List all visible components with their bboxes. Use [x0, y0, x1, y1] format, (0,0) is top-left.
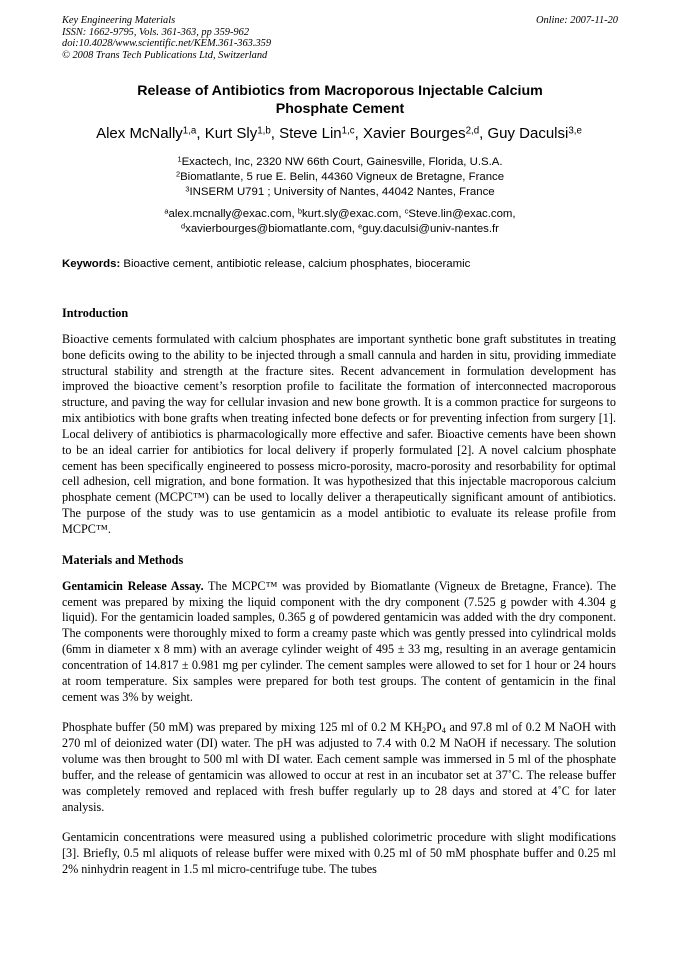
online-date: Online: 2007-11-20	[535, 15, 618, 26]
affiliation-text: Exactech, Inc, 2320 NW 66th Court, Gainesville, Florida, U.S.A.	[181, 156, 503, 168]
gentamicin-assay-text: The MCPC™ was provided by Biomatlante (Vigneux de Bretagne, France). The cement was prepared by mixing the liquid component with the dry component (7.525 g powder with 4.304 g liquid). For the gentamicin loaded samples, 0.365 g of powdered gentamicin was added with the dry component. The components were thoroughly mixed to form a creamy paste which was gently pressed into cylindrical molds (6mm in diameter x 8 mm) with an average cylinder weight of 495 ± 33 mg, resulting in an average gentamicin concentration of 14.817 ± 0.981 mg per cylinder. The cement samples were allowed to set for 1 hour or 24 hours at room temperature. Six samples were prepared for both test groups. The content of gentamicin in the final cement was 3% by weight.	[62, 578, 617, 704]
author-affiliation-mark: 1,a	[182, 125, 197, 137]
affiliation-number: 1	[177, 154, 182, 164]
affiliation-number: 3	[185, 184, 190, 194]
affiliation	[62, 170, 618, 185]
author-affiliation-mark: 3,e	[568, 125, 582, 137]
email-address: guy.daculsi@univ-nantes.fr	[362, 222, 499, 235]
copyright-line: © 2008 Trans Tech Publications Ltd, Switzerland	[62, 49, 268, 61]
introduction-heading: Introduction	[62, 306, 129, 320]
issn-line: ISSN: 1662-9795, Vols. 361-363, pp 359-962	[62, 26, 250, 38]
author-separator: ,	[479, 125, 488, 142]
author	[279, 125, 363, 142]
paper-title	[62, 82, 618, 118]
keywords-label: Keywords:	[62, 258, 121, 270]
concentration-paragraph: Gentamicin concentrations were measured using a published colorimetric procedure with slight modifications [3]. Briefly, 0.5 ml aliquots of release buffer were mixed with 0.25 ml of 50 mM phosphate buffer and 0.25 ml 2% ninhydrin reagent in 1.5 ml micro-centrifuge tube. The tubes	[62, 830, 616, 877]
introduction-paragraph: Bioactive cements formulated with calcium phosphates are important synthetic bone graft substitutes in treating bone deficits owing to the ability to be injected through a small cannula and harden in situ, providing immediate structural stability and strength at the fracture sites. Recent advancement in formulation development has improved the bioactive cement’s resorption profile to facilitate the formation of interconnected macroporous structure, and paving the way for cellular invasion and new bone growth. It is a common practice for surgeons to mix antibiotics with bone grafts when treating infected bone defects or for preventing infection from surgery [1]. Local delivery of antibiotics is pharmacologically more effective and safer. Bioactive cements have been shown to be an ideal carrier for antibiotics for local delivery if properly formulated [2]. A novel calcium phosphate cement has been specifically engineered to possess micro-porosity, macro-porosity and resorbability for optimal cell adhesion, cell migration, and bone formation. It was hypothesized that this injectable macroporous calcium phosphate cement (MCPC™) can be used to locally deliver a therapeutically significant amount of antibiotics. The purpose of the study was to use gentamicin as a model antibiotic to evaluate its release profile from MCPC™.	[62, 331, 616, 536]
paper-body	[62, 306, 616, 878]
journal-name: Key Engineering Materials	[62, 15, 176, 26]
buffer-text-start: Phosphate buffer (50 mM) was prepared by mixing 125 ml of 0.2 M KH	[62, 720, 423, 735]
email-address: kurt.sly@exac.com,	[301, 208, 405, 220]
email-address: alex.mcnally@exac.com,	[168, 208, 298, 220]
author-name: Xavier Bourges	[363, 125, 466, 142]
author-separator: ,	[270, 125, 280, 142]
author	[205, 125, 279, 142]
author-separator: ,	[196, 125, 205, 142]
author-list	[40, 124, 638, 144]
subscript: 4	[441, 726, 446, 736]
methods-heading: Materials and Methods	[62, 552, 184, 567]
title-line-2: Phosphate Cement	[275, 101, 405, 117]
author-affiliation-mark: 1,b	[257, 125, 271, 137]
doi-line: doi:10.4028/www.scientific.net/KEM.361-363.359	[62, 38, 272, 50]
email-mark: b	[297, 206, 302, 216]
email-mark: a	[164, 206, 169, 216]
author-name: Steve Lin	[279, 125, 342, 142]
affiliation	[62, 185, 618, 200]
affiliation-list	[62, 155, 618, 200]
buffer-text-mid: PO	[426, 720, 442, 735]
affiliation-number: 2	[175, 169, 181, 179]
affiliation	[62, 155, 618, 170]
gentamicin-assay-label: Gentamicin Release Assay.	[62, 578, 204, 593]
title-line-1: Release of Antibiotics from Macroporous Injectable Calcium	[137, 83, 543, 99]
journal-header	[62, 15, 618, 61]
gentamicin-assay-paragraph	[62, 579, 616, 706]
author	[363, 125, 487, 142]
author	[96, 125, 205, 142]
subscript: 2	[422, 726, 427, 736]
buffer-text-end: and 97.8 ml of 0.2 M NaOH with 270 ml of deionized water (DI) water. The pH was adjusted to 7.4 with 0.2 M NaOH if necessary. The solution volume was then brought to 500 ml with DI water. Each cement sample was immersed in 5 ml of the phosphate buffer, and the release of gentamicin was allowed to occur at rest in an incubator set at 37˚C. The release buffer was completely removed and replaced with fresh buffer regularly up to 28 days and stored at 4˚C for later analysis.	[62, 720, 616, 814]
author-affiliation-mark: 2,d	[465, 125, 480, 137]
email-line-2	[62, 222, 618, 237]
email-line-1	[62, 207, 618, 222]
keywords-text: Bioactive cement, antibiotic release, calcium phosphates, bioceramic	[120, 258, 471, 270]
email-address: Steve.lin@exac.com,	[408, 208, 516, 220]
email-mark: d	[181, 221, 186, 231]
phosphate-buffer-paragraph	[62, 720, 616, 815]
author	[487, 125, 581, 142]
author-name: Alex McNally	[96, 125, 183, 142]
email-mark: e	[358, 221, 363, 231]
email-address: xavierbourges@biomatlante.com,	[185, 222, 359, 235]
affiliation-text: Biomatlante, 5 rue E. Belin, 44360 Vigneux de Bretagne, France	[180, 171, 505, 183]
affiliation-text: INSERM U791 ; University of Nantes, 44042 Nantes, France	[189, 186, 495, 198]
author-name: Kurt Sly	[204, 125, 258, 142]
keywords-line	[62, 257, 618, 271]
email-list	[62, 207, 618, 236]
author-name: Guy Daculsi	[487, 125, 569, 142]
author-affiliation-mark: 1,c	[341, 125, 355, 137]
email-mark: c	[404, 206, 409, 216]
author-separator: ,	[354, 125, 364, 142]
